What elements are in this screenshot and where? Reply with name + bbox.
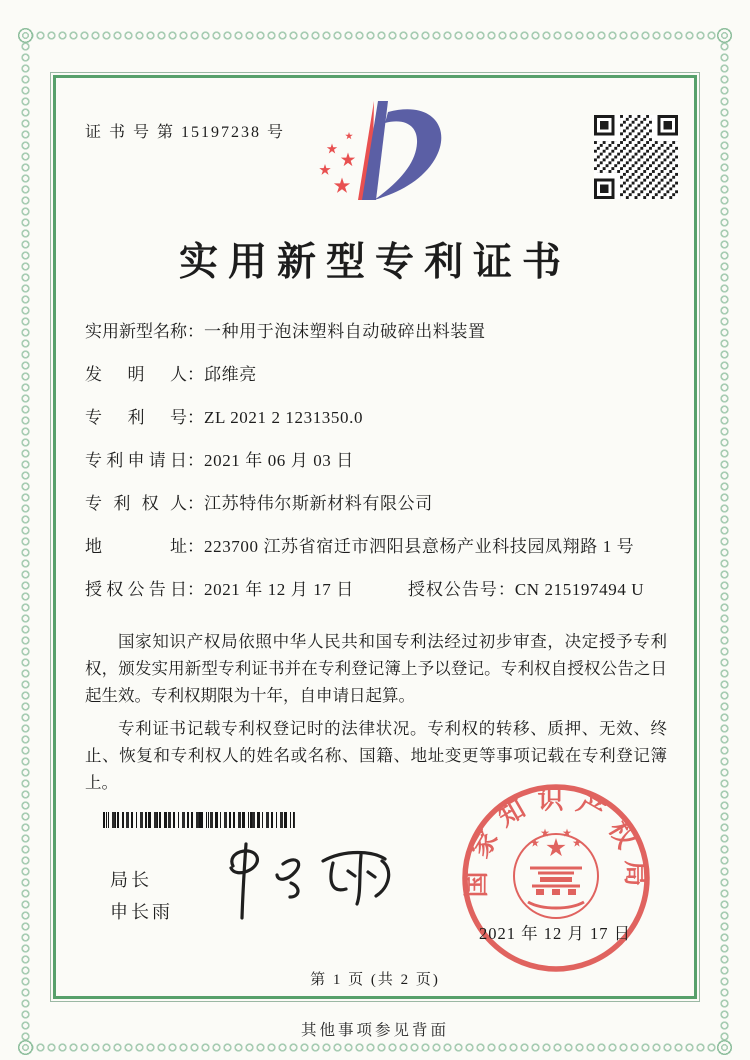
colon: ： bbox=[187, 322, 204, 341]
field-value: 223700 江苏省宿迁市泗阳县意杨产业科技园凤翔路 1 号 bbox=[204, 537, 635, 556]
field-value: CN 215197494 U bbox=[514, 580, 645, 599]
field-label: 地址 bbox=[85, 537, 187, 556]
director-title: 局长 bbox=[110, 870, 152, 890]
corner-rosette-icon bbox=[715, 26, 734, 45]
field-label: 实用新型名称 bbox=[85, 322, 187, 341]
field-value: 一种用于泡沫塑料自动破碎出料装置 bbox=[204, 322, 486, 341]
body-paragraph: 专利证书记载专利权登记时的法律状况。专利权的转移、质押、无效、终止、恢复和专利权人的姓名或名称、国籍、地址变更等事项记载在专利登记簿上。 bbox=[85, 719, 667, 792]
director-block bbox=[110, 864, 173, 928]
official-seal-icon bbox=[458, 780, 654, 981]
field-row-inventor bbox=[85, 361, 675, 389]
field-label: 专利申请日 bbox=[85, 451, 187, 470]
field-row-grant bbox=[85, 576, 675, 604]
back-note: 其他事项参见背面 bbox=[300, 1022, 449, 1039]
body-paragraph: 国家知识产权局依照中华人民共和国专利法经过初步审查，决定授予专利权，颁发实用新型专利证书并在专利登记簿上予以登记。专利权自授权公告之日起生效。专利权期限为十年，自申请日起算。 bbox=[85, 632, 667, 705]
certificate-number: 证 书 号 第 15197238 号 bbox=[85, 124, 286, 141]
barcode-icon bbox=[103, 812, 295, 828]
colon: ： bbox=[187, 365, 204, 384]
page-title: 实用新型专利证书 bbox=[178, 241, 571, 284]
field-row-filing-date bbox=[85, 447, 675, 475]
corner-rosette-icon bbox=[715, 1038, 734, 1057]
field-row-address bbox=[85, 533, 675, 561]
field-label: 授权公告日 bbox=[85, 580, 187, 599]
colon: ： bbox=[187, 537, 204, 556]
lace-border-bottom bbox=[24, 1042, 726, 1053]
colon: ： bbox=[187, 580, 204, 599]
seal-text: 国家知识产权局 bbox=[461, 785, 651, 898]
field-value: ZL 2021 2 1231350.0 bbox=[204, 408, 364, 427]
qr-code-icon bbox=[594, 115, 678, 204]
field-value: 2021 年 06 月 03 日 bbox=[204, 451, 354, 470]
field-label: 授权公告号 bbox=[407, 580, 498, 599]
colon: ： bbox=[187, 494, 204, 513]
field-label: 专利号 bbox=[85, 408, 187, 427]
lace-border-left bbox=[20, 30, 31, 1053]
field-value: 邱维亮 bbox=[204, 365, 257, 384]
lace-border-top bbox=[24, 30, 726, 41]
corner-rosette-icon bbox=[16, 1038, 35, 1057]
field-row-patentee bbox=[85, 490, 675, 518]
lace-border-right bbox=[719, 30, 730, 1053]
seal-date: 2021 年 12 月 17 日 bbox=[478, 924, 632, 943]
field-row-patent-no bbox=[85, 404, 675, 432]
page-number: 第 1 页 (共 2 页) bbox=[310, 972, 440, 988]
field-label: 发明人 bbox=[85, 365, 187, 384]
field-row-name bbox=[85, 318, 675, 346]
director-name: 申长雨 bbox=[110, 902, 173, 922]
director-signature-icon bbox=[205, 838, 405, 933]
field-value: 江苏特伟尔斯新材料有限公司 bbox=[204, 494, 433, 513]
field-label: 专利权人 bbox=[85, 494, 187, 513]
corner-rosette-icon bbox=[16, 26, 35, 45]
body-text bbox=[85, 628, 667, 802]
colon: ： bbox=[187, 408, 204, 427]
cnipa-logo-icon bbox=[298, 96, 473, 219]
field-value: 2021 年 12 月 17 日 bbox=[204, 580, 354, 599]
colon: ： bbox=[187, 451, 204, 470]
field-list bbox=[85, 318, 675, 604]
colon: ： bbox=[497, 580, 515, 599]
